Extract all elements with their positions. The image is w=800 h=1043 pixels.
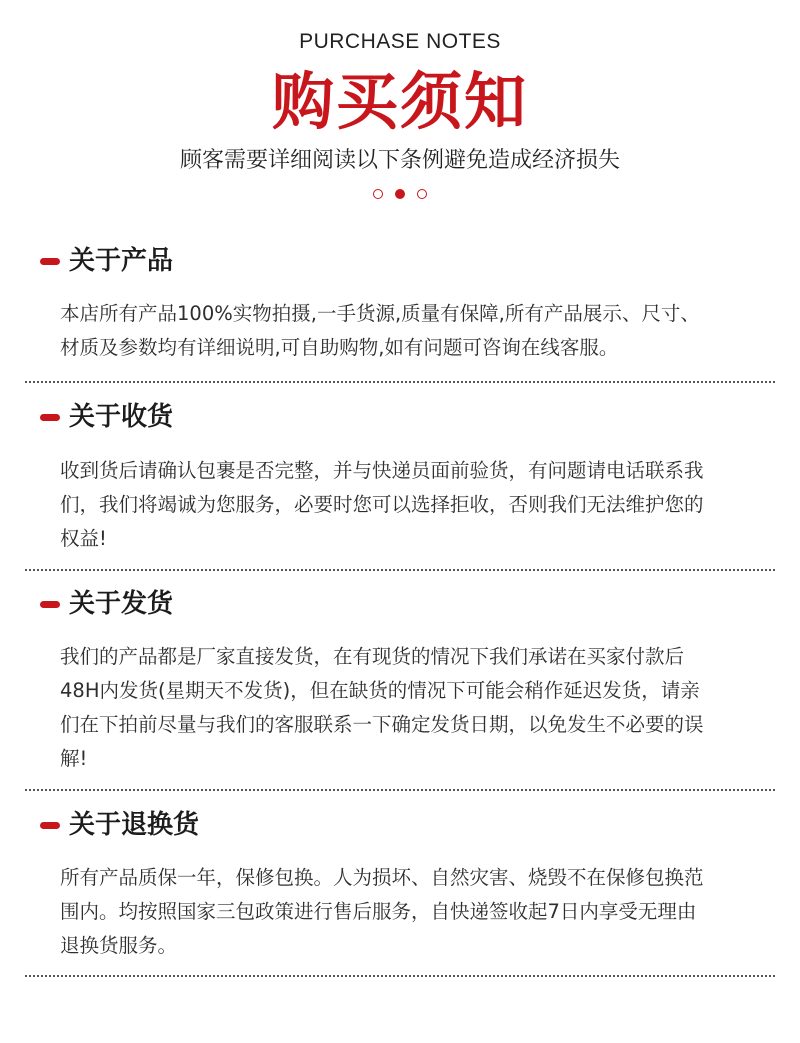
body-line: 们在下拍前尽量与我们的客服联系一下确定发货日期，以免发生不必要的误 [60,713,704,736]
body-line: 所有产品质保一年，保修包换。人为损坏、自然灾害、烧毁不在保修包换范 [60,866,704,889]
red-bar-icon [40,414,60,421]
body-line: 解! [60,747,88,770]
dotted-divider [25,569,775,571]
section-title: 关于发货 [69,589,174,619]
body-line: 我们的产品都是厂家直接发货，在有现货的情况下我们承诺在买家付款后 [60,645,685,668]
dot-icon [373,189,383,199]
dot-filled-icon [395,189,405,199]
section-title: 关于产品 [69,246,174,276]
red-bar-icon [40,822,60,829]
body-line: 本店所有产品100%实物拍摄,一手货源,质量有保障,所有产品展示、尺寸、 [60,302,700,325]
section-heading [40,400,173,434]
section-body [60,640,760,776]
decorative-dots [0,189,800,199]
body-line: 材质及参数均有详细说明,可自助购物,如有问题可咨询在线客服。 [60,336,619,359]
body-line: 权益! [60,527,107,550]
section-heading [40,244,173,278]
body-line: 退换货服务。 [60,934,178,957]
section-body [60,454,760,556]
body-line: 48H内发货(星期天不发货)，但在缺货的情况下可能会稍作延迟发货，请亲 [60,679,700,702]
english-title: PURCHASE NOTES [299,30,501,53]
section-title: 关于收货 [69,402,174,432]
red-bar-icon [40,601,60,608]
section-heading [40,587,173,621]
body-line: 们，我们将竭诚为您服务，必要时您可以选择拒收，否则我们无法维护您的 [60,493,704,516]
dotted-divider [25,381,775,383]
body-line: 围内。均按照国家三包政策进行售后服务，自快递签收起7日内享受无理由 [60,900,697,923]
dotted-divider [25,789,775,791]
red-bar-icon [40,258,60,265]
section-heading [40,808,199,842]
dotted-divider [25,975,775,977]
section-body [60,861,760,963]
page-title: 购买须知 [271,65,528,138]
page-subtitle: 顾客需要详细阅读以下条例避免造成经济损失 [179,148,620,173]
section-title: 关于退换货 [69,810,200,840]
section-body [60,297,760,365]
dot-icon [417,189,427,199]
body-line: 收到货后请确认包裹是否完整，并与快递员面前验货，有问题请电话联系我 [60,459,704,482]
